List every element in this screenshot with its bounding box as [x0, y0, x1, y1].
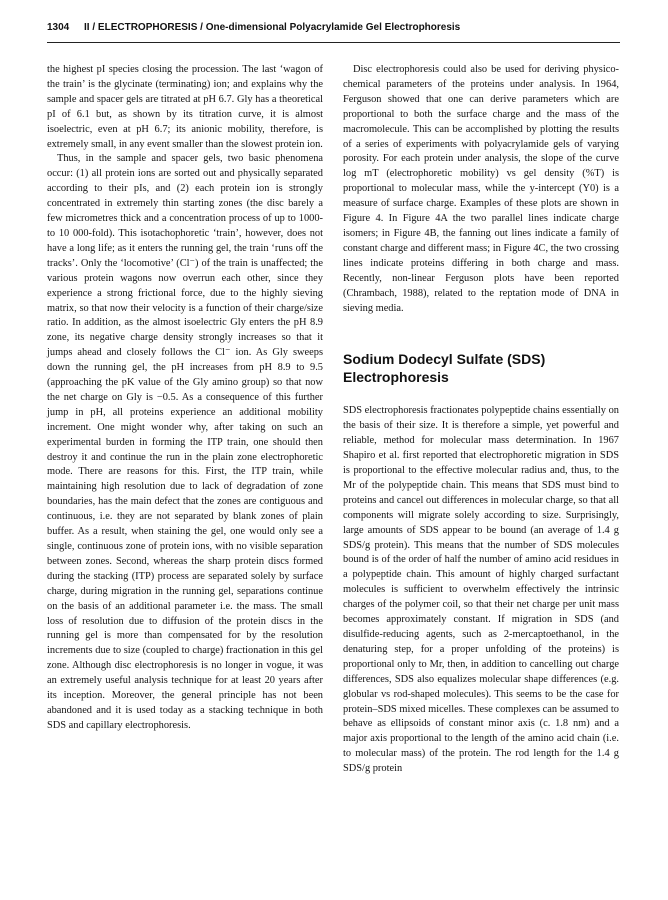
right-paragraph-2: SDS electrophoresis fractionates polypeptide chains essentially on the basis of their size. It is therefore a simple, yet powerful and reliable, method for molecular mass determination. In 1967 Shapiro et al. first reported that electrophoretic migration in SDS is proportional to the effective molecular radius and, thus, to the Mr of the polypeptide chain. This means that SDS must bind to proteins and cancel out differences in molecular charge, so that all components will migrate solely according to size. Surprisingly, large amounts of SDS appear to be bound (an average of 1.4 g SDS/g protein). This means that the number of SDS molecules bound is of the order of half the number of amino acid residues in a polypeptide chain. This amount of highly charged surfactant molecules is sufficient to overwhelm effectively the intrinsic charges of the polymer coil, so that their net charge per unit mass becomes approximately constant. If migration in SDS (and disulfide-reducing agents, such as 2-mercaptoethanol, in the denaturing step, for a proper unfolding of the proteins) is proportional only to Mr, then, in addition to cancelling out charge differences, SDS also equalizes molecular shape differences (e.g. globular vs rod-shaped molecules). This seems to be the case for protein–SDS mixed micelles. These complexes can be assumed to behave as ellipsoids of constant minor axis (c. 1.8 nm) and a major axis proportional to the length of the amino acid chain (i.e. to molecular mass) of the protein. The rod length for the 1.4 g SDS/g protein: [343, 405, 619, 775]
left-column: [47, 63, 323, 734]
right-column: [343, 63, 619, 777]
left-paragraph-1: the highest pI species closing the procession. The last ‘wagon of the train’ is the glycinate (terminating) ion; and explains why the sample and spacer gels are titrated at pH 6.7. Gly has a theoretical pI of 6.1 but, as shown by its titration curve, it is almost isoelectric, even at pH 6.7; its anionic mobility, therefore, is extremely small, in any event smaller than the slowest protein ion.: [47, 64, 323, 150]
section-heading: Sodium Dodecyl Sulfate (SDS) Electrophoresis: [343, 351, 546, 386]
right-paragraph-1: Disc electrophoresis could also be used for deriving physico-chemical parameters of the proteins under analysis. In 1964, Ferguson showed that one can derive parameters which are proportional to both the surface charge and the mass of the macromolecule. This can be accomplished by plotting the results of a series of experiments with polyacrylamide gels of varying porosity. For each protein under analysis, the slope of the curve log mT (electrophoretic mobility) vs gel density (%T) is proportional to molecular mass, while the y-intercept (Y0) is a measure of surface charge. Examples of these plots are shown in Figure 4. In Figure 4A the two parallel lines indicate charge isomers; in Figure 4B, the fanning out lines indicate a family of constant charge and different mass; in Figure 4C, the two crossing lines indicate proteins differing in both charge and mass. Recently, non-linear Ferguson plots have been reported (Chrambach, 1988), related to the reptation mode of DNA in sieving media.: [343, 64, 619, 314]
running-header: [47, 22, 620, 33]
left-paragraph-2: Thus, in the sample and spacer gels, two basic phenomena occur: (1) all protein ions are sorted out and physically separated according to their pIs, and (2) each protein ion is strongly concentrated in extremely thin starting zones (the disc barely a few micrometres thick and a concentration process of up to 1000- to 10 000-fold). This isotachophoretic ‘train’, however, does not have a long life; as it enters the running gel, the train ‘runs off the tracks’. Only the ‘locomotive’ (Cl⁻) of the train is unaffected; the various protein wagons now overrun each other, since they experience a strong frictional force, due to the highly sieving matrix, so that now their velocity is a function of their charge/size ratio. In addition, as the almost isoelectric Gly enters the pH 8.9 zone, its negative charge density strongly increases so that it jumps ahead and closely follows the Cl⁻ ion. As Gly sweeps down the running gel, the pH increases from pH 8.9 to 9.5 (approaching the pK value of the Gly amino group) so that now the net charge on Gly is −0.5. As a consequence of this further jump in pH, all proteins experience an additional mobility increment. One might wonder why, after taking on such an experimental burden in forming the ITP train, one should then destroy it and continue the run in the plain zone electrophoretic mode. There are reasons for this. First, the ITP train, while maintaining high resolution due to lack of degradation of zone boundaries, has the main defect that the zones are contiguous and continuous, i.e. they are not separated by blank zones of plain buffer. As a result, when staining the gel, one would only see a single, continuous zone of protein ions, with no visible separation between zones. Second, whereas the sharp protein discs formed during the stacking (ITP) process are separated solely by surface charge, during migration in the running gel, separations continue on the basis of an additional parameter i.e. the mass. The small loss of resolution due to diffusion of the protein discs in the running gel is more than compensated for by the resolution increments due to size (coupled to charge) fractionation in this gel zone. Although disc electrophoresis is no longer in vogue, it was an extremely useful analysis technique for at least 20 years after its inception. Moreover, the general principle has not been abandoned and it is used today as a stacking technique in both SDS and capillary electrophoresis.: [47, 153, 323, 731]
page-number: 1304: [47, 22, 70, 33]
header-rule: [47, 42, 620, 43]
running-title: II / ELECTROPHORESIS / One-dimensional Polyacrylamide Gel Electrophoresis: [84, 22, 461, 33]
